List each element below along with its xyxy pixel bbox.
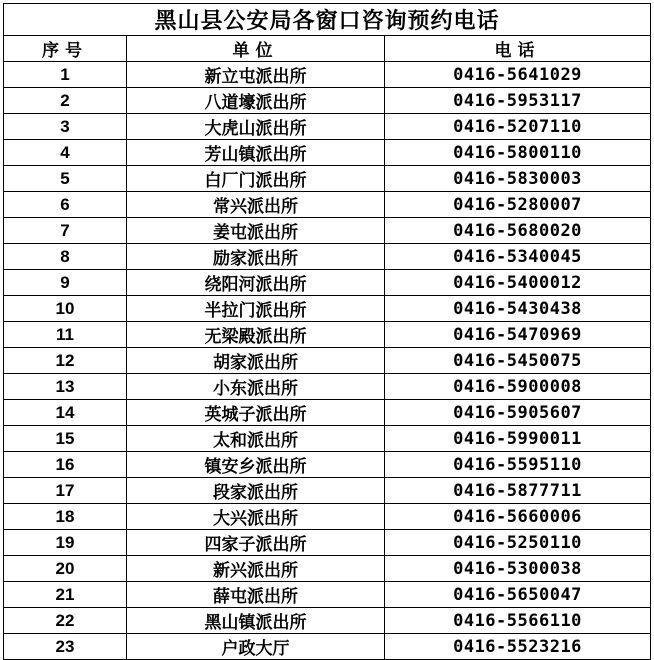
unit-name-cell: 励家派出所 (127, 244, 385, 270)
unit-name-cell: 常兴派出所 (127, 192, 385, 218)
table-row (4, 478, 651, 504)
unit-name-cell: 黑山镇派出所 (127, 608, 385, 634)
unit-name-cell: 新立屯派出所 (127, 62, 385, 88)
unit-name-cell: 大虎山派出所 (127, 114, 385, 140)
table-row (4, 218, 651, 244)
row-number-cell: 9 (4, 270, 127, 296)
row-number-cell: 22 (4, 608, 127, 634)
unit-name-cell: 新兴派出所 (127, 556, 385, 582)
table-row (4, 374, 651, 400)
unit-name-cell: 段家派出所 (127, 478, 385, 504)
column-header-unit: 单位 (127, 36, 385, 62)
row-number-cell: 5 (4, 166, 127, 192)
phone-number-cell: 0416-5340045 (385, 244, 651, 270)
phone-number-cell: 0416-5250110 (385, 530, 651, 556)
table-row (4, 270, 651, 296)
unit-name-cell: 英城子派出所 (127, 400, 385, 426)
row-number-cell: 21 (4, 582, 127, 608)
title-row (4, 4, 651, 36)
phone-number-cell: 0416-5430438 (385, 296, 651, 322)
table-row (4, 62, 651, 88)
unit-name-cell: 胡家派出所 (127, 348, 385, 374)
phone-number-cell: 0416-5400012 (385, 270, 651, 296)
unit-name-cell: 镇安乡派出所 (127, 452, 385, 478)
phone-number-cell: 0416-5990011 (385, 426, 651, 452)
row-number-cell: 12 (4, 348, 127, 374)
table-row (4, 530, 651, 556)
row-number-cell: 4 (4, 140, 127, 166)
table-row (4, 426, 651, 452)
unit-name-cell: 绕阳河派出所 (127, 270, 385, 296)
phone-number-cell: 0416-5641029 (385, 62, 651, 88)
unit-name-cell: 四家子派出所 (127, 530, 385, 556)
phone-number-cell: 0416-5280007 (385, 192, 651, 218)
row-number-cell: 17 (4, 478, 127, 504)
phone-number-cell: 0416-5877711 (385, 478, 651, 504)
row-number-cell: 2 (4, 88, 127, 114)
table-row (4, 244, 651, 270)
phone-number-cell: 0416-5800110 (385, 140, 651, 166)
header-row (4, 36, 651, 62)
table-row (4, 296, 651, 322)
row-number-cell: 10 (4, 296, 127, 322)
phone-number-cell: 0416-5830003 (385, 166, 651, 192)
unit-name-cell: 大兴派出所 (127, 504, 385, 530)
table-title: 黑山县公安局各窗口咨询预约电话 (4, 4, 651, 36)
row-number-cell: 8 (4, 244, 127, 270)
table-row (4, 582, 651, 608)
table-body (4, 62, 651, 660)
table-row (4, 608, 651, 634)
unit-name-cell: 半拉门派出所 (127, 296, 385, 322)
unit-name-cell: 无梁殿派出所 (127, 322, 385, 348)
row-number-cell: 19 (4, 530, 127, 556)
phone-number-cell: 0416-5900008 (385, 374, 651, 400)
table-row (4, 322, 651, 348)
phone-number-cell: 0416-5566110 (385, 608, 651, 634)
phone-number-cell: 0416-5660006 (385, 504, 651, 530)
phone-number-cell: 0416-5523216 (385, 634, 651, 660)
table-row (4, 140, 651, 166)
row-number-cell: 6 (4, 192, 127, 218)
table-row (4, 634, 651, 660)
row-number-cell: 1 (4, 62, 127, 88)
row-number-cell: 23 (4, 634, 127, 660)
unit-name-cell: 户政大厅 (127, 634, 385, 660)
phone-number-cell: 0416-5207110 (385, 114, 651, 140)
column-header-phone: 电话 (385, 36, 651, 62)
row-number-cell: 11 (4, 322, 127, 348)
row-number-cell: 16 (4, 452, 127, 478)
row-number-cell: 18 (4, 504, 127, 530)
phone-number-cell: 0416-5650047 (385, 582, 651, 608)
unit-name-cell: 芳山镇派出所 (127, 140, 385, 166)
phone-number-cell: 0416-5450075 (385, 348, 651, 374)
unit-name-cell: 太和派出所 (127, 426, 385, 452)
table-row (4, 166, 651, 192)
row-number-cell: 20 (4, 556, 127, 582)
unit-name-cell: 小东派出所 (127, 374, 385, 400)
table-row (4, 88, 651, 114)
phone-number-cell: 0416-5470969 (385, 322, 651, 348)
phone-number-cell: 0416-5953117 (385, 88, 651, 114)
table-row (4, 504, 651, 530)
table-row (4, 400, 651, 426)
unit-name-cell: 八道壕派出所 (127, 88, 385, 114)
unit-name-cell: 姜屯派出所 (127, 218, 385, 244)
phone-number-cell: 0416-5300038 (385, 556, 651, 582)
row-number-cell: 15 (4, 426, 127, 452)
table-row (4, 452, 651, 478)
row-number-cell: 13 (4, 374, 127, 400)
phone-number-cell: 0416-5595110 (385, 452, 651, 478)
phone-directory-table (3, 3, 651, 660)
unit-name-cell: 白厂门派出所 (127, 166, 385, 192)
table-row (4, 192, 651, 218)
phone-number-cell: 0416-5905607 (385, 400, 651, 426)
phone-number-cell: 0416-5680020 (385, 218, 651, 244)
table-row (4, 114, 651, 140)
column-header-no: 序号 (4, 36, 127, 62)
unit-name-cell: 薛屯派出所 (127, 582, 385, 608)
row-number-cell: 3 (4, 114, 127, 140)
row-number-cell: 14 (4, 400, 127, 426)
row-number-cell: 7 (4, 218, 127, 244)
table-row (4, 556, 651, 582)
table-row (4, 348, 651, 374)
